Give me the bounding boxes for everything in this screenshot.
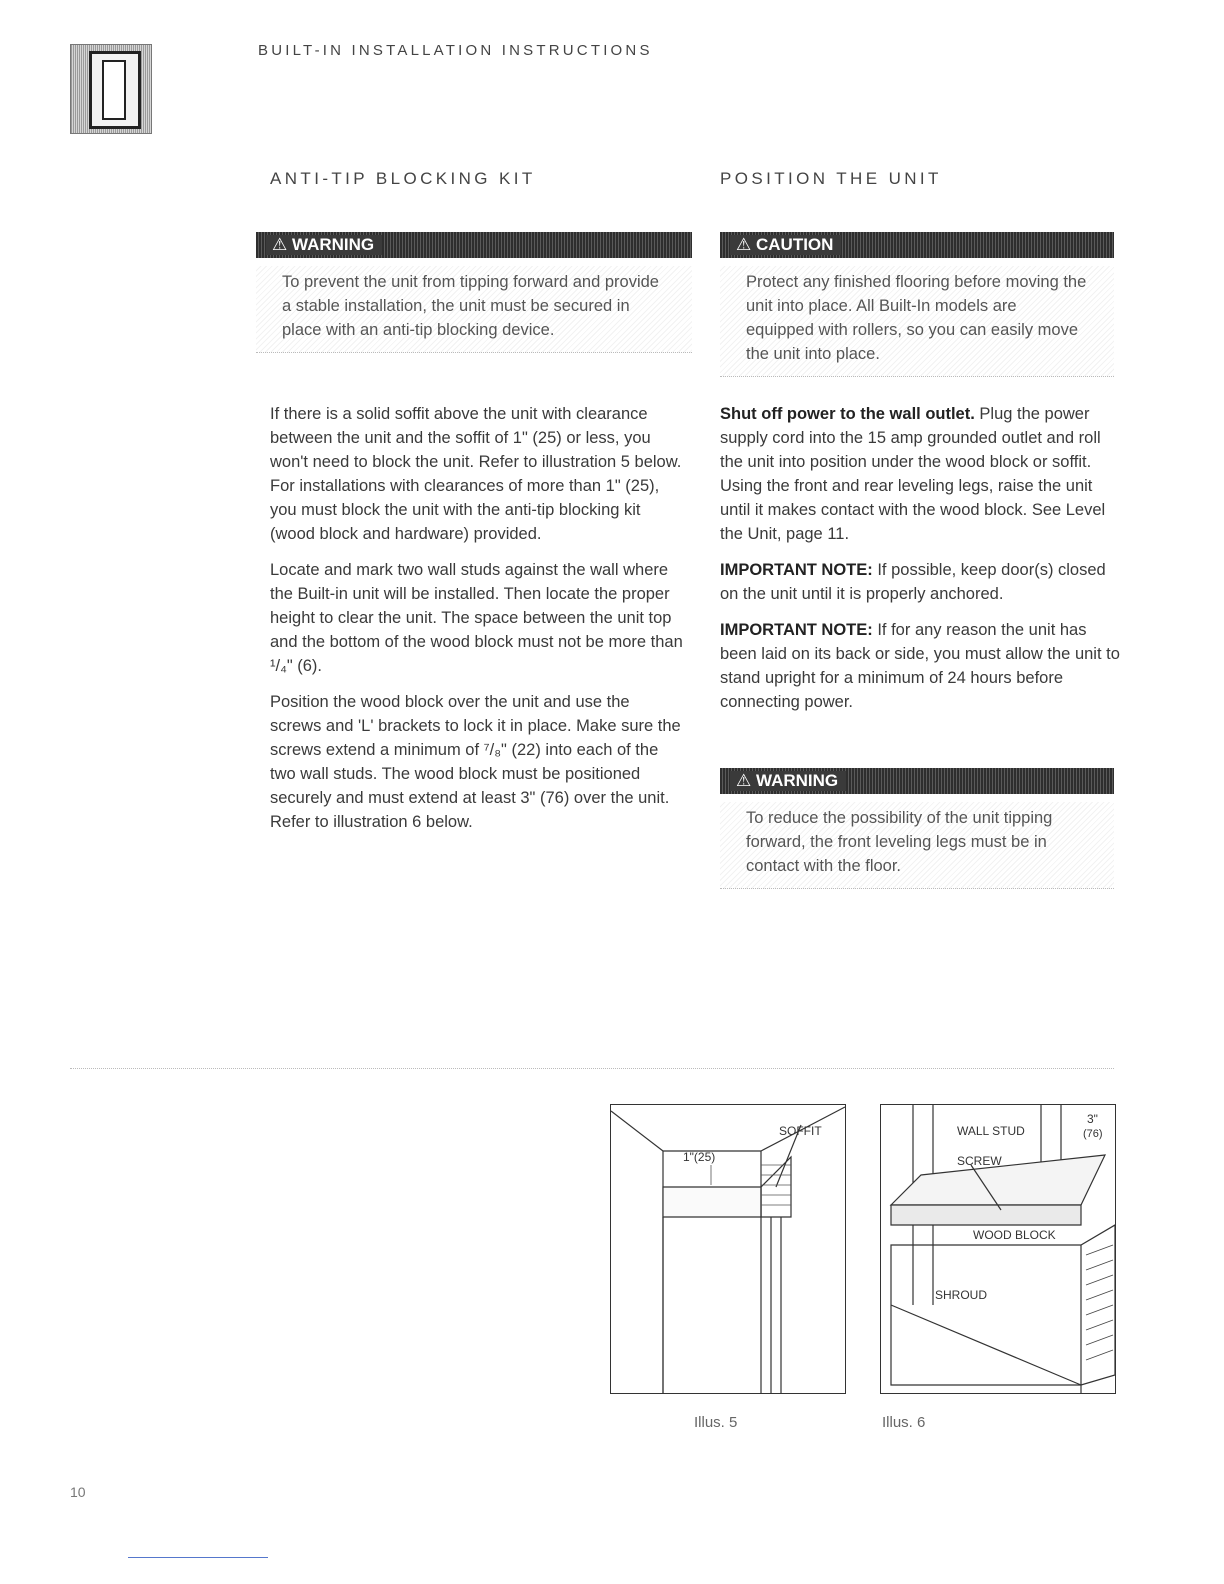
warning-triangle-icon: ⚠ (736, 235, 752, 254)
divider (70, 1068, 1114, 1069)
soffit-label: SOFFIT (779, 1124, 822, 1138)
illustration-6-caption: Illus. 6 (882, 1414, 926, 1431)
warning-text: To reduce the possibility of the unit tipping forward, the front leveling legs must be in contact with the floor. (720, 802, 1114, 889)
caution-text: Protect any finished flooring before moving the unit into place. All Built-In models are equipped with rollers, so you can easily move the unit into place. (720, 266, 1114, 377)
leveling-warning (720, 768, 1114, 889)
header-title: BUILT-IN INSTALLATION INSTRUCTIONS (258, 42, 653, 59)
page-number: 10 (70, 1484, 86, 1500)
warning-text: To prevent the unit from tipping forward and provide a stable installation, the unit must be secured in place with an anti-tip blocking device. (256, 266, 692, 353)
paragraph: Locate and mark two wall studs against the wall where the Built-in unit will be installed. Then locate the proper height to clear the unit. The space between the unit top and the bottom of the wood block must not be more than ¹/₄" (6). (270, 561, 683, 675)
clearance-label: 1"(25) (683, 1150, 716, 1164)
illustration-5 (610, 1104, 846, 1394)
illustration-6 (880, 1104, 1116, 1394)
refrigerator-icon (70, 44, 152, 134)
anti-tip-body (270, 402, 684, 846)
position-body (720, 402, 1120, 726)
paragraph: Position the wood block over the unit and use the screws and 'L' brackets to lock it in place. Make sure the screws extend a minimum of ⁷/₈" (22) into each of the two wall studs. The wood block must be positioned securely and must extend at least 3" (76) over the unit. Refer to illustration 6 below. (270, 693, 681, 831)
wood-block-label: WOOD BLOCK (973, 1228, 1056, 1242)
paragraph: If there is a solid soffit above the unit with clearance between the unit and the soffit of 1" (25) or less, you won't need to block the unit. Refer to illustration 5 below. For installations with clearances of more than 1" (25), you must block the unit with the anti-tip blocking kit (wood block and hardware) provided. (270, 405, 682, 543)
screw-label: SCREW (957, 1154, 1002, 1168)
warning-triangle-icon: ⚠ (272, 235, 288, 254)
warning-label: WARNING (755, 771, 839, 790)
anti-tip-warning (256, 232, 692, 353)
caution-label: CAUTION (755, 235, 834, 254)
position-caution (720, 232, 1114, 377)
important-note: IMPORTANT NOTE: If possible, keep door(s) closed on the unit until it is properly anchored. (720, 561, 1106, 603)
bold-lead: Shut off power to the wall outlet. (720, 405, 975, 423)
shroud-label: SHROUD (935, 1288, 988, 1302)
important-note: IMPORTANT NOTE: If for any reason the unit has been laid on its back or side, you must allow the unit to stand upright for a minimum of 24 hours before connecting power. (720, 621, 1120, 711)
footer-rule (128, 1557, 268, 1558)
overhang-mm-label: (76) (1083, 1128, 1103, 1140)
warning-label: WARNING (291, 235, 375, 254)
paragraph: Shut off power to the wall outlet. Plug the power supply cord into the 15 amp grounded outlet and roll the unit into position under the wood block or soffit. Using the front and rear leveling legs, raise the unit until it makes contact with the wood block. See Level the Unit, page 11. (720, 405, 1106, 543)
position-unit-section-title: POSITION THE UNIT (720, 169, 942, 188)
wall-stud-label: WALL STUD (957, 1124, 1025, 1138)
warning-triangle-icon: ⚠ (736, 771, 752, 790)
illustration-5-caption: Illus. 5 (694, 1414, 738, 1431)
anti-tip-section-title: ANTI-TIP BLOCKING KIT (270, 169, 536, 188)
overhang-label: 3" (1087, 1112, 1098, 1126)
